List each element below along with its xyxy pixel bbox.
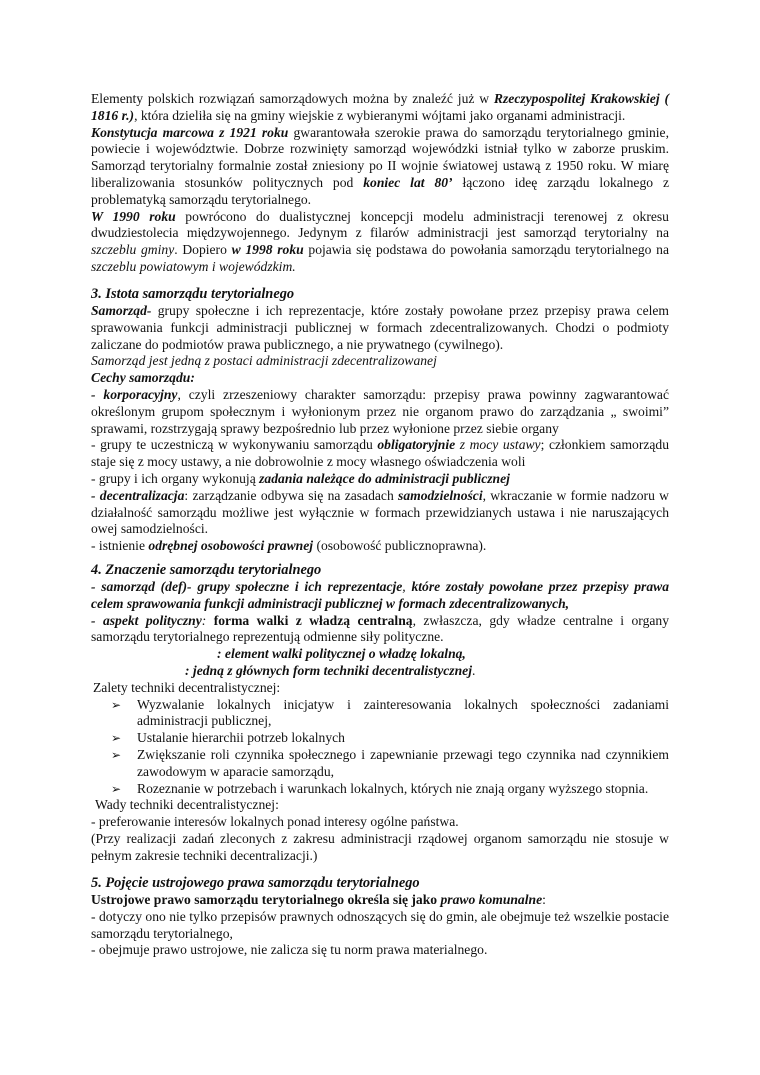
list-item <box>91 747 669 781</box>
text: Elementy polskich rozwiązań samorządowych można by znaleźć już w <box>91 91 494 106</box>
text: Zalety techniki decentralistycznej: <box>93 679 281 695</box>
intro-paragraph-1 <box>91 91 669 125</box>
intro-paragraph-2 <box>91 125 669 209</box>
advantages-heading <box>91 680 669 697</box>
text: : zarządzanie odbywa się na zasadach <box>184 487 399 503</box>
text: , zwłaszcza, gdy władze centralne i organy samorządu terytorialnego reprezentują odmienne siły polityczne. <box>91 612 669 645</box>
text: gwarantowała szerokie prawa do samorządu terytorialnego gminie, powiecie i województwie. Dobrze rozwinięty samorząd wojewódzki istniał tylko w zaborze pruskim. Samorząd terytorialny formalnie został zniesiony po II wojnie światowej ustawą z 1950 roku. W miarę liberalizowania stosunków politycznych pod <box>91 124 669 190</box>
text: - grupy te uczestniczą w wykonywaniu samorządu <box>91 437 378 453</box>
term: - aspekt polityczny <box>91 612 202 628</box>
term: odrębnej osobowości prawnej <box>148 538 314 554</box>
text: - obejmuje prawo ustrojowe, nie zalicza się tu norm prawa materialnego. <box>91 942 488 958</box>
arrow-bullet-icon: ➢ <box>111 731 122 746</box>
text: Ustrojowe prawo samorządu terytorialnego określa się jako <box>91 892 441 907</box>
text: : <box>542 892 546 907</box>
emphasis: Konstytucja marcowa z 1921 roku <box>91 124 289 140</box>
term: zadania należące do administracji publicznej <box>259 470 510 486</box>
aspect-element <box>91 663 669 680</box>
text: (osobowość publicznoprawna). <box>313 538 487 554</box>
term: samodzielności <box>398 487 483 503</box>
aspect-element <box>91 646 669 663</box>
feature-item <box>91 488 669 538</box>
text: , wkraczanie w formie nadzoru w działalność samorządu możliwe jest wyłącznie w formach przewidzianych ustawa i nie naruszających owej samodzielności. <box>91 487 669 537</box>
text: Wady techniki decentralistycznej: <box>95 797 279 813</box>
term: forma walki z władzą centralną <box>213 612 413 628</box>
definition <box>91 892 669 909</box>
text: Cechy samorządu: <box>91 370 195 386</box>
text: , <box>402 579 412 594</box>
list-item <box>91 781 669 798</box>
list-item <box>91 942 669 959</box>
feature-item <box>91 538 669 555</box>
term: - samorząd (def)- grupy społeczne i ich reprezentacje <box>91 579 403 594</box>
section-heading: 5. Pojęcie ustrojowego prawa samorządu terytorialnego <box>91 875 420 891</box>
text: pojawia się podstawa do powołania samorządu terytorialnego na <box>303 242 669 258</box>
text: Ustalanie hierarchii potrzeb lokalnych <box>137 730 345 746</box>
text: Rozeznanie w potrzebach i warunkach lokalnych, których nie znają organy wyższego stopnia. <box>137 780 649 796</box>
text: : jedną z głównych form techniki decentralistycznej <box>185 662 472 678</box>
emphasis: koniec lat 80’ <box>363 174 453 190</box>
text: (Przy realizacji zadań zleconych z zakresu administracji rządowej organom samorządu nie stosuje w pełnym zakresie techniki decentralizacji.) <box>91 830 669 863</box>
feature-item <box>91 437 669 471</box>
disadvantages-heading <box>91 797 669 814</box>
intro-section <box>91 91 669 276</box>
text: - grupy i ich organy wykonują <box>91 470 260 486</box>
text: grupy społeczne i ich reprezentacje, które zostały powołane przez przepisy prawa celem sprawowania funkcji administracji publicznej w formach zdecentralizowanych. Chodzi o podmioty zaliczane do podmiotów prawa publicznego, a nie prywatnego (cywilnego). <box>91 303 669 352</box>
disadvantage-item <box>91 814 669 831</box>
text: - istnienie <box>91 538 149 554</box>
text: : <box>201 612 214 628</box>
arrow-bullet-icon: ➢ <box>111 697 122 712</box>
term: prawo komunalne <box>440 892 543 907</box>
text: powrócono do dualistycznej koncepcji modelu administracji terenowej z okresu dwudziestolecia międzywojennego. Jedynym z filarów administracji jest samorząd terytorialny na <box>91 208 669 241</box>
emphasis: szczeblu gminy <box>91 242 175 258</box>
text: Zwiększanie roli czynnika społecznego i zapewnianie przewagi tego czynnika nad czynnikiem zawodowym w aparacie samorządu, <box>137 746 669 779</box>
term: Samorząd- <box>91 303 152 318</box>
arrow-bullet-icon: ➢ <box>111 781 122 796</box>
section-3 <box>91 286 669 555</box>
section-heading: 4. Znaczenie samorządu terytorialnego <box>91 562 322 578</box>
feature-item <box>91 387 669 437</box>
note <box>91 353 669 370</box>
text: ; członkiem samorządu staje się z mocy ustawy, a nie dobrowolnie z mocy własnego oświadczenia woli <box>91 437 670 470</box>
note <box>91 831 669 865</box>
list-item <box>91 697 669 731</box>
text: , która dzieliła się na gminy wiejskie z wybieranymi wójtami jako organami administracji. <box>134 107 626 123</box>
intro-paragraph-3 <box>91 209 669 276</box>
emphasis: z mocy ustawy <box>459 437 541 453</box>
definition <box>91 303 669 353</box>
text: - preferowanie interesów lokalnych ponad interesy ogólne państwa. <box>91 814 459 830</box>
section-4 <box>91 562 669 865</box>
aspect <box>91 613 669 647</box>
subheading <box>91 370 669 387</box>
section-heading: 3. Istota samorządu terytorialnego <box>91 286 295 302</box>
text: Wyzwalanie lokalnych inicjatyw i zainteresowania lokalnych społeczności zadaniami administracji publicznej, <box>137 696 669 729</box>
term: - decentralizacja <box>91 487 185 503</box>
arrow-bullet-icon: ➢ <box>111 747 122 762</box>
text: Samorząd jest jedną z postaci administracji zdecentralizowanej <box>91 353 437 369</box>
term: które zostały powołane przez przepisy prawa celem sprawowania funkcji administracji publicznej w formach zdecentralizowanych, <box>91 579 670 611</box>
text: , czyli zrzeszeniowy charakter samorządu: przepisy prawa powinny zagwarantować określonym grupom społecznym i wyłonionym przez nie organom prawo do zarządzania „ swoimi” sprawami, rozstrzygają sprawy bezpośrednio lub przez wyłonione przez siebie organy <box>91 386 669 436</box>
section-5 <box>91 875 669 959</box>
term: obligatoryjnie <box>377 437 456 453</box>
emphasis: szczeblu powiatowym i wojewódzkim. <box>91 258 296 274</box>
list-item <box>91 909 669 943</box>
term: - korporacyjny <box>91 386 178 402</box>
emphasis: W 1990 roku <box>91 208 176 224</box>
text: : element walki politycznej o władzę lokalną, <box>217 646 466 662</box>
text: . Dopiero <box>174 242 232 258</box>
definition <box>91 579 669 613</box>
text: - dotyczy ono nie tylko przepisów prawnych odnoszących się do gmin, ale obejmuje też wszelkie postacie samorządu terytorialnego, <box>91 908 669 941</box>
emphasis: w 1998 roku <box>231 242 304 258</box>
text: . <box>471 662 476 678</box>
emphasis: Rzeczypospolitej Krakowskiej ( 1816 r.) <box>91 91 669 123</box>
text: łączono ideę zarządu lokalnego z problematyką samorządu terytorialnego. <box>91 174 669 207</box>
list-item <box>91 730 669 747</box>
feature-item <box>91 471 669 488</box>
